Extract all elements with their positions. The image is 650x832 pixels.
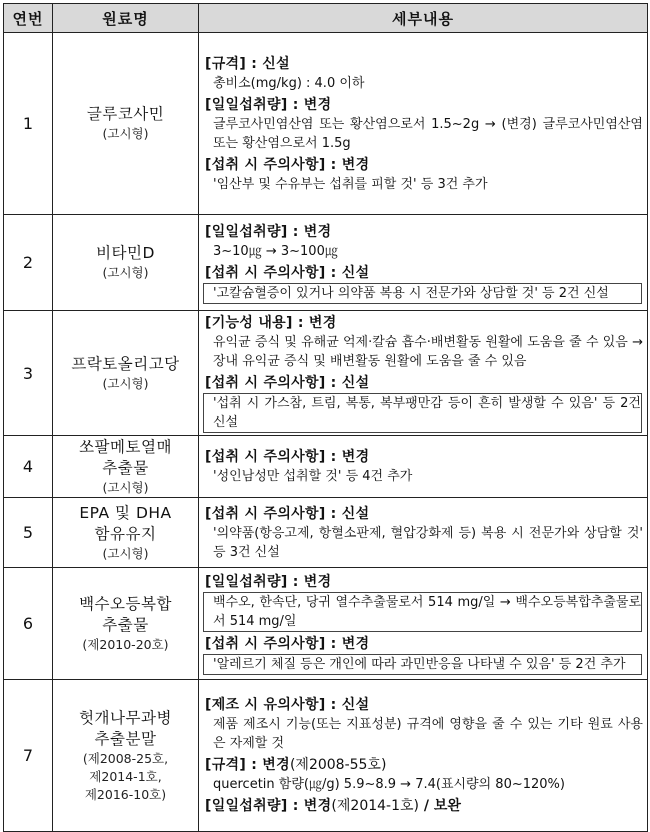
ingredient-name: 비타민D [96,244,155,262]
detail-heading [203,634,643,654]
ingredient-name: 추출물 [102,615,149,634]
ingredient-name-cell [53,215,199,311]
detail-heading [203,373,643,393]
detail-block [203,504,643,562]
row-number: 5 [4,498,53,568]
detail-block [203,313,643,371]
detail-heading-label: [일일섭취량] : 변경 [205,574,332,590]
detail-heading [203,263,643,283]
details-cell [199,568,648,680]
detail-heading-label: [제조 시 유의사항] : 신설 [205,697,370,713]
detail-heading [203,504,643,524]
detail-heading-reference: (제2014-1호) [331,798,419,814]
detail-content: '임산부 및 수유부는 섭취를 피할 것' 등 3건 추가 [213,176,488,192]
ingredient-name: 헛개나무과병 [79,708,172,727]
ingredient-notice-type: (제2008-25호, [82,750,169,766]
detail-heading [203,95,643,115]
table-row [4,498,648,568]
detail-content: '고칼슘혈증이 있거나 의약품 복용 시 전문가와 상담할 것' 등 2건 신설 [203,283,642,304]
ingredient-name-cell [53,680,199,832]
ingredient-name: 추출물 [102,458,149,477]
detail-content: 3~10㎍ → 3~100㎍ [213,243,338,259]
ingredient-notice-type: (고시형) [102,375,149,391]
detail-heading [203,155,643,175]
row-number: 6 [4,568,53,680]
details-cell [199,215,648,311]
detail-block [203,634,643,675]
ingredient-name-cell [53,568,199,680]
detail-content: '섭취 시 가스참, 트림, 복통, 복부팽만감 등이 흔히 발생할 수 있음' 등 2건 신설 [203,393,642,433]
detail-heading-label: [섭취 시 주의사항] : 변경 [205,636,370,652]
detail-content: '의약품(항응고제, 항혈소판제, 혈압강화제 등) 복용 시 전문가와 상담할 것' 등 3건 신설 [213,525,643,560]
detail-block [203,95,643,153]
table-row [4,215,648,311]
row-number: 3 [4,311,53,436]
ingredient-notice-type: (고시형) [102,545,149,561]
details-cell [199,436,648,498]
detail-heading [203,54,643,74]
header-serial-number: 연번 [4,4,53,33]
details-cell [199,33,648,215]
detail-heading-label: [일일섭취량] : 변경 [205,798,332,814]
ingredient-name: EPA 및 DHA [79,503,172,522]
detail-block [203,572,643,632]
detail-heading [203,695,643,715]
ingredient-notice-type: (제2010-20호) [82,636,169,652]
detail-heading-tail: / 보완 [418,798,461,814]
detail-content: 유익균 증식 및 유해균 억제·칼슘 흡수·배변활동 원활에 도움을 줄 수 있음 → 장내 유익균 증식 및 배변활동 원활에 도움을 줄 수 있음 [213,335,643,369]
detail-heading [203,572,643,592]
ingredient-notice-type: (고시형) [102,265,149,280]
detail-content: 제품 제조시 기능(또는 지표성분) 규격에 영향을 줄 수 있는 기타 원료 사용은 자제할 것 [213,717,643,751]
table-header-row [4,4,648,33]
ingredient-notice-type: (고시형) [102,479,149,495]
ingredient-name: 글루코사민 [86,105,165,123]
table-body [4,33,648,832]
detail-heading-label: [일일섭취량] : 변경 [205,223,332,240]
detail-heading [203,796,643,816]
details-cell [199,680,648,832]
detail-heading [203,313,643,333]
detail-heading-label: [규격] : 변경 [205,757,290,773]
detail-content: '알레르기 체질 등은 개인에 따라 과민반응을 나타낼 수 있음' 등 2건 추가 [203,654,642,675]
detail-content: 백수오, 한속단, 당귀 열수추출물로서 514 mg/일 → 백수오등복합추출물로서 514 mg/일 [203,592,642,632]
ingredient-name: 쏘팔메토열매 [79,437,172,456]
ingredient-name-cell [53,311,199,436]
detail-heading [203,755,643,775]
detail-block [203,155,643,194]
detail-heading-label: [섭취 시 주의사항] : 신설 [205,505,370,522]
detail-block [203,54,643,93]
ingredient-notice-type: 제2014-1호, [89,768,162,784]
header-ingredient-name: 원료명 [53,4,199,33]
detail-block [203,755,643,794]
details-cell [199,498,648,568]
detail-content: 글루코사민염산염 또는 황산염으로서 1.5~2g → (변경) 글루코사민염산염 또는 황산염으로서 1.5g [213,116,643,151]
detail-heading-label: [섭취 시 주의사항] : 변경 [205,449,370,465]
ingredient-notice-type: (고시형) [102,126,149,141]
detail-block [203,447,643,486]
detail-block [203,695,643,753]
amendment-table [3,3,648,832]
table-row [4,436,648,498]
detail-heading-label: [일일섭취량] : 변경 [205,96,332,113]
detail-heading-label: [섭취 시 주의사항] : 변경 [205,156,370,173]
table-row [4,33,648,215]
ingredient-notice-type: 제2016-10호) [84,786,167,802]
ingredient-name: 추출분말 [94,729,157,748]
detail-block [203,222,643,261]
detail-block [203,373,643,433]
ingredient-name-cell [53,498,199,568]
detail-content: 총비소(mg/kg) : 4.0 이하 [213,75,365,91]
detail-heading-label: [규격] : 신설 [205,55,290,72]
ingredient-name: 프락토올리고당 [71,354,180,373]
detail-block [203,796,643,816]
row-number: 2 [4,215,53,311]
table-row [4,311,648,436]
detail-heading-reference: (제2008-55호) [289,757,387,773]
row-number: 4 [4,436,53,498]
row-number: 7 [4,680,53,832]
ingredient-name: 백수오등복합 [79,594,172,613]
detail-heading [203,222,643,242]
details-cell [199,311,648,436]
detail-heading-label: [섭취 시 주의사항] : 신설 [205,375,370,391]
detail-content: '성인남성만 섭취할 것' 등 4건 추가 [213,469,413,484]
detail-content: quercetin 함량(㎍/g) 5.9~8.9 → 7.4(표시량의 80~120%) [213,777,565,792]
ingredient-name-cell [53,33,199,215]
table-row [4,680,648,832]
ingredient-name: 함유유지 [94,524,157,543]
detail-heading-label: [섭취 시 주의사항] : 신설 [205,264,370,281]
detail-block [203,263,643,304]
detail-heading-label: [기능성 내용] : 변경 [205,315,337,331]
table-row [4,568,648,680]
ingredient-name-cell [53,436,199,498]
detail-heading [203,447,643,467]
row-number: 1 [4,33,53,215]
header-details: 세부내용 [199,4,648,33]
